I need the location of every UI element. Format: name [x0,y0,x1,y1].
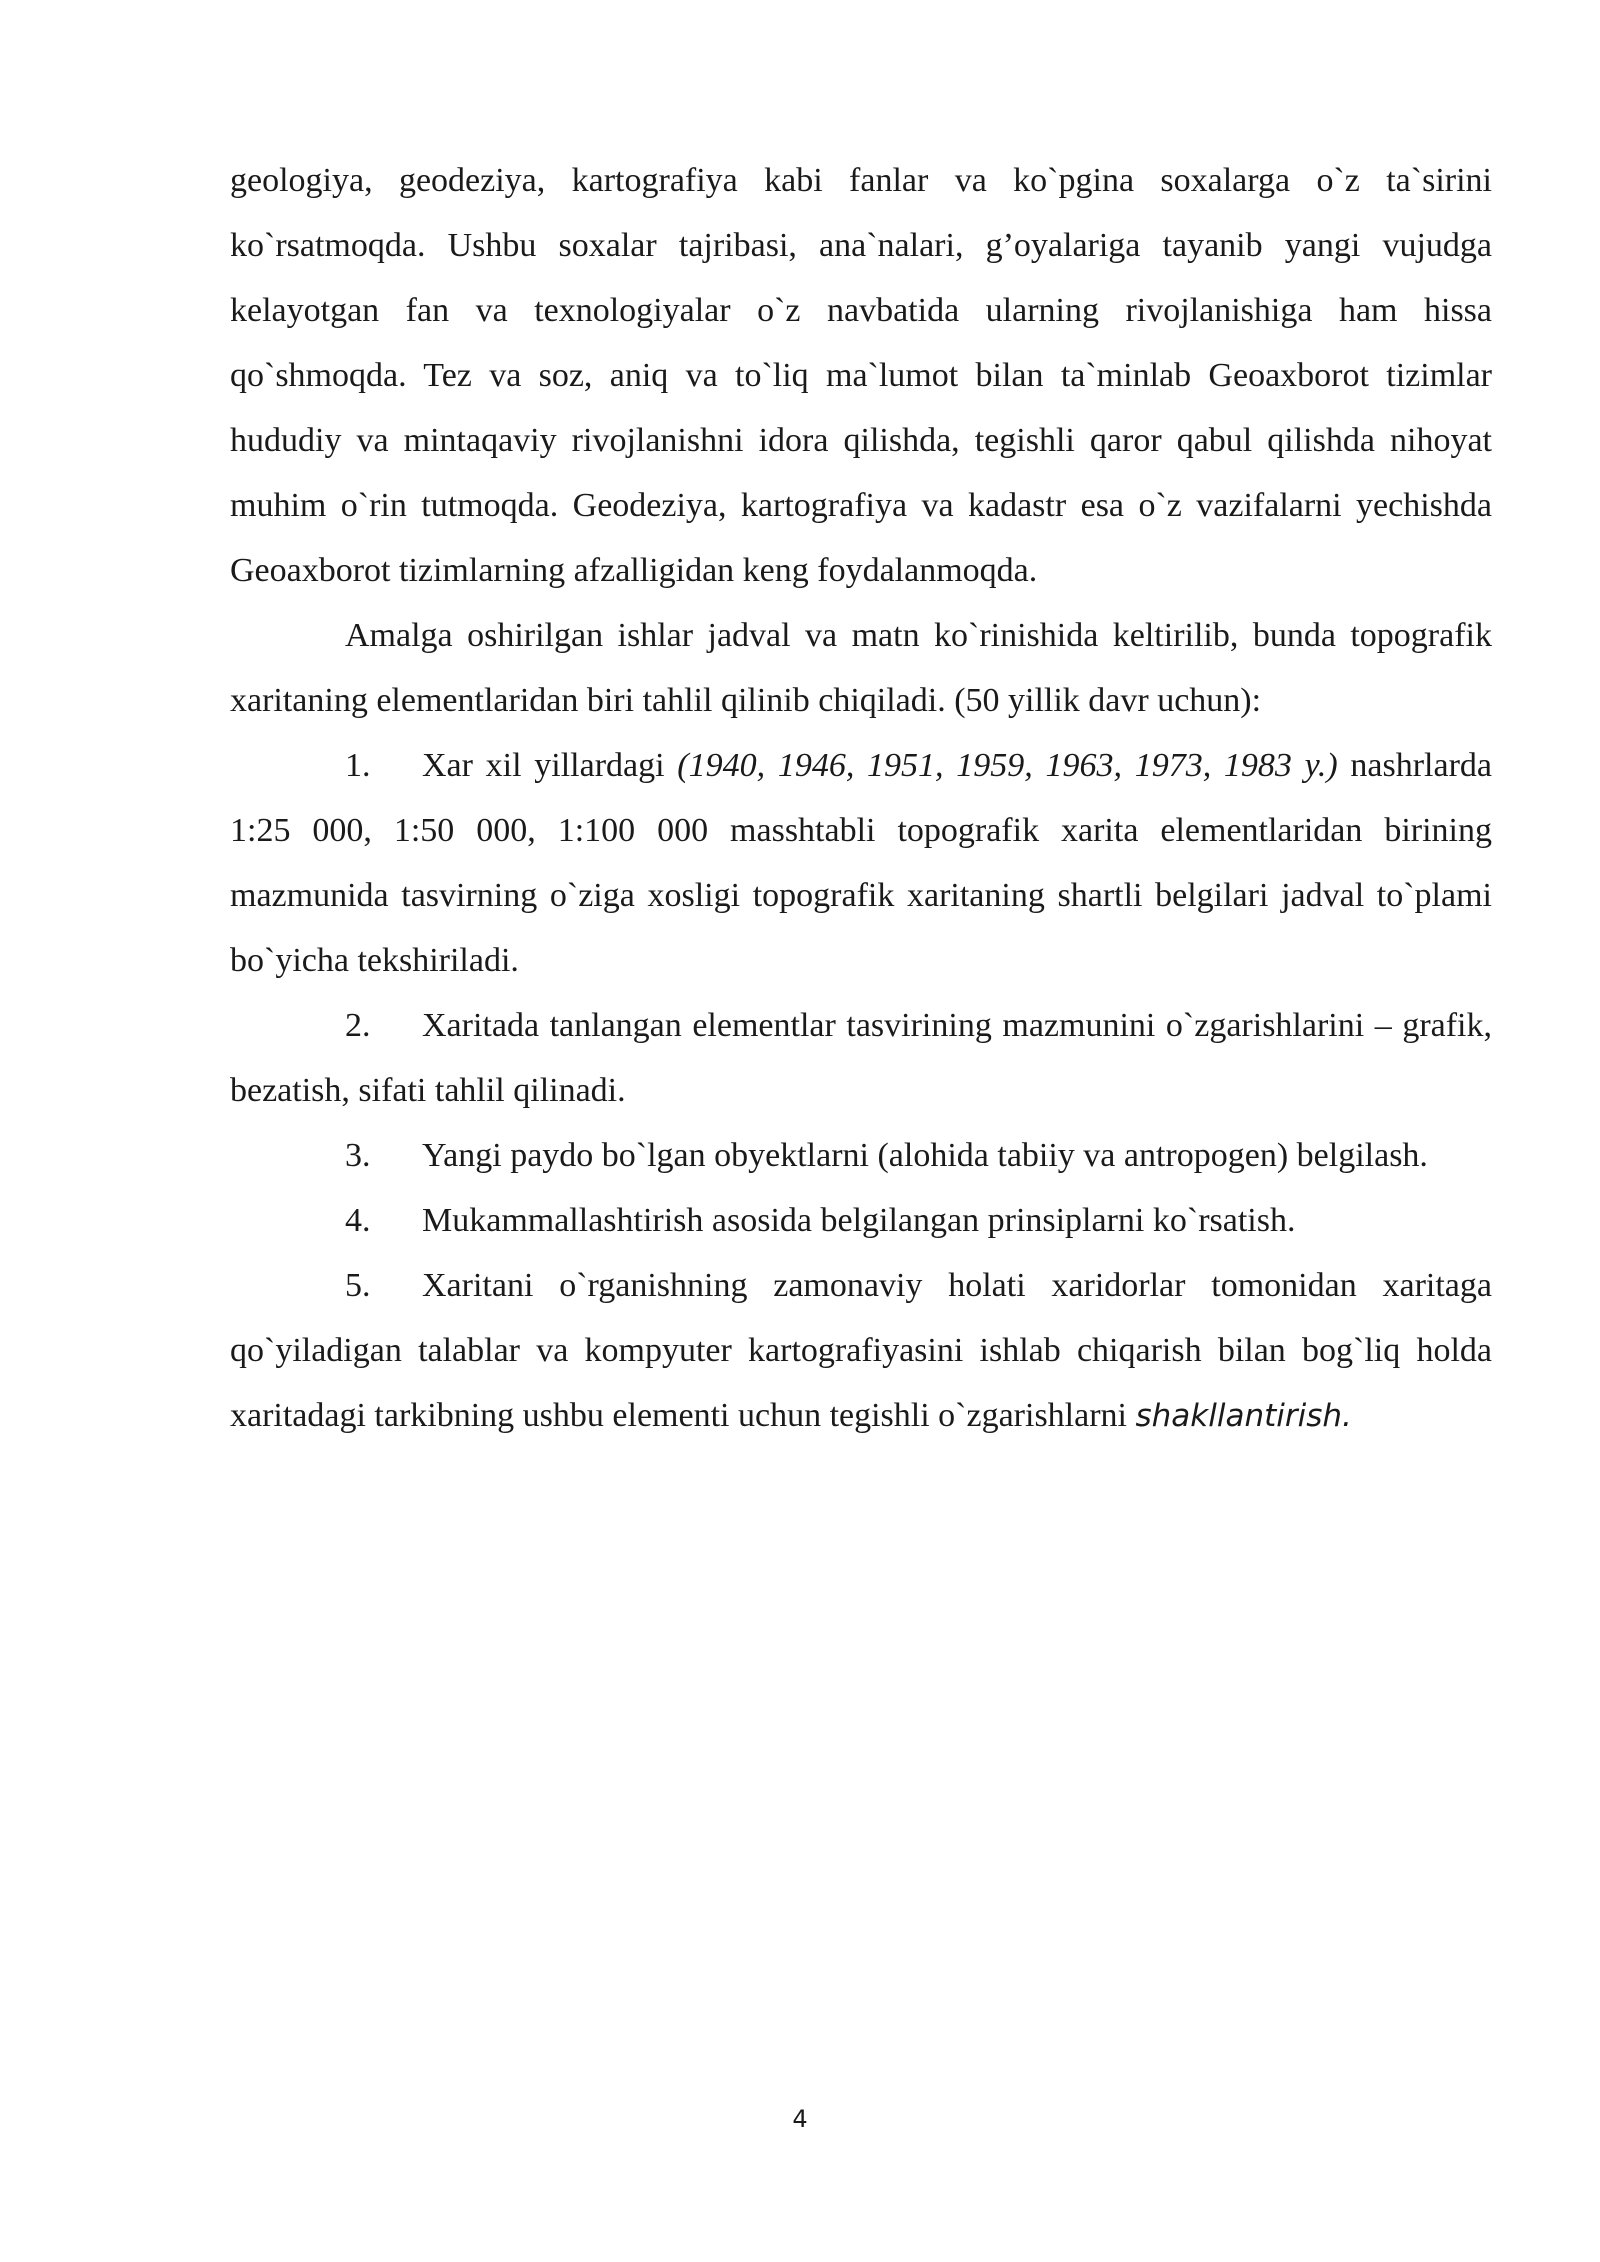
list-item-text: Xaritani o`rganishning zamonaviy holati xaridorlar tomonidan xaritaga qo`yiladigan talablar va kompyuter kartografiyasini ishlab chiqarish bilan bog`liq holda xaritadagi tarkibning ushbu elementi uchun tegishli o`zgarishlarni [230,1267,1492,1434]
list-item-text: Xar xil yillardagi [422,747,678,784]
list-item-number: 4. [345,1202,371,1239]
list-item-number: 1. [345,747,371,784]
list-item [230,733,1492,993]
list-item-italic-end: shakllantirish. [1135,1398,1352,1434]
body-paragraph: geologiya, geodeziya, kartografiya kabi fanlar va ko`pgina soxalarga o`z ta`sirini ko`rsatmoqda. Ushbu soxalar tajribasi, ana`nalari, g’oyalariga tayanib yangi vujudga kelayotgan fan va texnologiyalar o`z navbatida ularning rivojlanishiga ham hissa qo`shmoqda. Tez va soz, aniq va to`liq ma`lumot bilan ta`minlab Geoaxborot tizimlar hududiy va mintaqaviy rivojlanishni idora qilishda, tegishli qaror qabul qilishda nihoyat muhim o`rin tutmoqda. Geodeziya, kartografiya va kadastr esa o`z vazifalarni yechishda Geoaxborot tizimlarning afzalligidan keng foydalanmoqda. [230,162,1492,589]
list-item-number: 2. [345,1007,371,1044]
list-item-text: Yangi paydo bo`lgan obyektlarni (alohida tabiiy va antropogen) belgilash. [422,1137,1428,1174]
list-item-number: 5. [345,1267,371,1304]
list-item [230,1253,1492,1449]
body-paragraph: Amalga oshirilgan ishlar jadval va matn ko`rinishida keltirilib, bunda topografik xaritaning elementlaridan biri tahlil qilinib chiqiladi. (50 yillik davr uchun): [230,617,1492,719]
document-body [230,148,1492,1449]
list-item-text: nashrlarda 1:25 000, 1:50 000, 1:100 000 masshtabli topografik xarita elementlaridan birining mazmunida tasvirning o`ziga xosligi topografik xaritaning shartli belgilari jadval to`plami bo`yicha tekshiriladi. [230,747,1492,979]
list-item-text: Xaritada tanlangan elementlar tasvirining mazmunini o`zgarishlarini – grafik, bezatish, sifati tahlil qilinadi. [230,1007,1492,1109]
list-item-text: Mukammallashtirish asosida belgilangan prinsiplarni ko`rsatish. [422,1202,1296,1239]
list-item [230,993,1492,1123]
list-item-years: (1940, 1946, 1951, 1959, 1963, 1973, 1983 y.) [677,747,1338,784]
list-item [230,1188,1492,1253]
page-number: 4 [792,2105,808,2133]
list-item [230,1123,1492,1188]
list-item-number: 3. [345,1137,371,1174]
